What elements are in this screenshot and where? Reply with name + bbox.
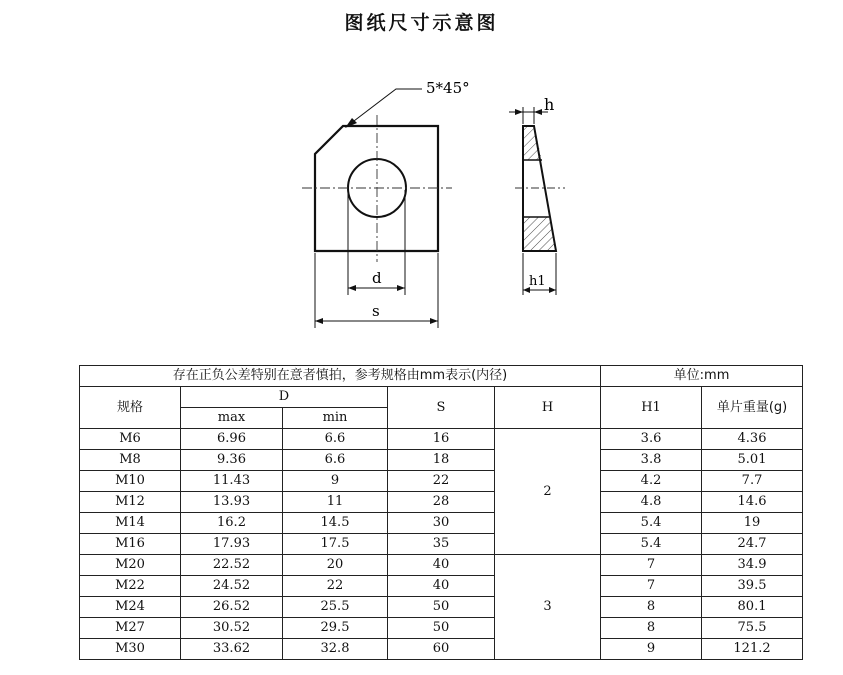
- cell-spec: M6: [80, 429, 181, 450]
- cell-weight: 7.7: [702, 471, 803, 492]
- cell-d-max: 9.36: [181, 450, 283, 471]
- d-label: d: [372, 269, 382, 287]
- table-header-row-1: [80, 387, 803, 408]
- h1-arrow-right: [549, 287, 556, 293]
- cell-spec: M20: [80, 555, 181, 576]
- cell-d-min: 25.5: [283, 597, 388, 618]
- cell-s: 16: [388, 429, 495, 450]
- cell-s: 50: [388, 597, 495, 618]
- cell-h1: 9: [601, 639, 702, 660]
- h-arrow-right: [534, 109, 542, 115]
- cell-spec: M14: [80, 513, 181, 534]
- cell-h: 3: [495, 555, 601, 660]
- d-arrow-left: [348, 285, 356, 291]
- cell-h1: 5.4: [601, 534, 702, 555]
- cell-s: 22: [388, 471, 495, 492]
- cell-h1: 8: [601, 597, 702, 618]
- cell-weight: 34.9: [702, 555, 803, 576]
- cell-spec: M10: [80, 471, 181, 492]
- cell-d-max: 16.2: [181, 513, 283, 534]
- cell-d-min: 6.6: [283, 429, 388, 450]
- table-row: [80, 534, 803, 555]
- table-note-row: [80, 366, 803, 387]
- cell-h1: 7: [601, 555, 702, 576]
- spec-table: [79, 365, 803, 660]
- table-row: [80, 618, 803, 639]
- header-d: D: [181, 387, 388, 408]
- cell-spec: M22: [80, 576, 181, 597]
- cell-s: 60: [388, 639, 495, 660]
- cell-d-max: 30.52: [181, 618, 283, 639]
- header-h: H: [495, 387, 601, 429]
- table-row: [80, 513, 803, 534]
- cell-spec: M24: [80, 597, 181, 618]
- cell-weight: 24.7: [702, 534, 803, 555]
- cell-s: 18: [388, 450, 495, 471]
- cell-d-min: 6.6: [283, 450, 388, 471]
- cell-d-max: 22.52: [181, 555, 283, 576]
- tolerance-note: 存在正负公差特别在意者慎拍，参考规格由mm表示(内径): [80, 366, 601, 387]
- table-row: [80, 429, 803, 450]
- table-row: [80, 555, 803, 576]
- cell-s: 40: [388, 555, 495, 576]
- cell-d-min: 11: [283, 492, 388, 513]
- table-row: [80, 576, 803, 597]
- chamfer-label: 5*45°: [426, 79, 470, 97]
- cell-h: 2: [495, 429, 601, 555]
- cell-s: 28: [388, 492, 495, 513]
- cell-d-min: 22: [283, 576, 388, 597]
- table-row: [80, 492, 803, 513]
- cell-d-min: 17.5: [283, 534, 388, 555]
- cell-d-min: 14.5: [283, 513, 388, 534]
- table-row: [80, 450, 803, 471]
- cell-weight: 80.1: [702, 597, 803, 618]
- cell-d-max: 33.62: [181, 639, 283, 660]
- page-title: 图纸尺寸示意图: [344, 12, 499, 34]
- s-label: s: [372, 302, 380, 320]
- s-arrow-right: [430, 318, 438, 324]
- cell-spec: M30: [80, 639, 181, 660]
- d-arrow-right: [397, 285, 405, 291]
- chamfer-leader: [350, 89, 422, 124]
- cell-s: 40: [388, 576, 495, 597]
- cell-d-max: 6.96: [181, 429, 283, 450]
- cell-h1: 3.8: [601, 450, 702, 471]
- cell-weight: 39.5: [702, 576, 803, 597]
- cell-d-min: 9: [283, 471, 388, 492]
- cell-spec: M27: [80, 618, 181, 639]
- cell-spec: M12: [80, 492, 181, 513]
- cell-d-max: 17.93: [181, 534, 283, 555]
- cell-d-min: 29.5: [283, 618, 388, 639]
- cell-s: 50: [388, 618, 495, 639]
- washer-front-outline: [315, 126, 438, 251]
- header-d-max: max: [181, 408, 283, 429]
- header-spec: 规格: [80, 387, 181, 429]
- cell-spec: M8: [80, 450, 181, 471]
- cell-d-max: 11.43: [181, 471, 283, 492]
- table-row: [80, 639, 803, 660]
- cell-d-max: 26.52: [181, 597, 283, 618]
- cell-h1: 4.2: [601, 471, 702, 492]
- cell-spec: M16: [80, 534, 181, 555]
- cell-s: 35: [388, 534, 495, 555]
- cell-weight: 121.2: [702, 639, 803, 660]
- cell-weight: 4.36: [702, 429, 803, 450]
- header-h1: H1: [601, 387, 702, 429]
- h-arrow-left: [515, 109, 523, 115]
- cell-s: 30: [388, 513, 495, 534]
- cell-weight: 75.5: [702, 618, 803, 639]
- unit-label: 单位:mm: [601, 366, 803, 387]
- cell-h1: 7: [601, 576, 702, 597]
- cell-h1: 8: [601, 618, 702, 639]
- table-row: [80, 597, 803, 618]
- cell-h1: 4.8: [601, 492, 702, 513]
- header-d-min: min: [283, 408, 388, 429]
- h1-label: h1: [529, 274, 546, 289]
- cell-weight: 5.01: [702, 450, 803, 471]
- h-label: h: [544, 95, 555, 114]
- s-arrow-left: [315, 318, 323, 324]
- table-row: [80, 471, 803, 492]
- header-s: S: [388, 387, 495, 429]
- cell-d-max: 24.52: [181, 576, 283, 597]
- cell-weight: 14.6: [702, 492, 803, 513]
- cell-d-max: 13.93: [181, 492, 283, 513]
- cell-h1: 5.4: [601, 513, 702, 534]
- cell-d-min: 32.8: [283, 639, 388, 660]
- cell-weight: 19: [702, 513, 803, 534]
- header-weight: 单片重量(g): [702, 387, 803, 429]
- cell-h1: 3.6: [601, 429, 702, 450]
- cell-d-min: 20: [283, 555, 388, 576]
